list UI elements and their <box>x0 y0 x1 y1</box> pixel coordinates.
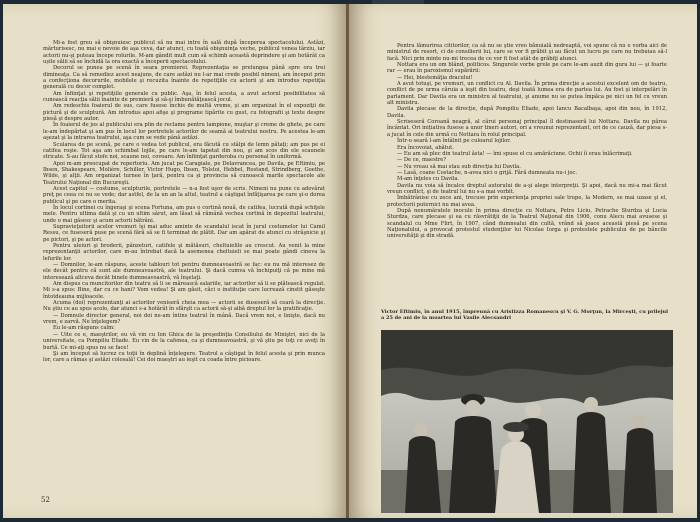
paragraph: — Domnule director general, noi doi ne-am întins teatrul în mână. Dacă vrem noi, e linişte, dacă nu vrem, e zarvă. Ne înţelegem? <box>43 312 325 326</box>
paragraph: M-am înţeles cu Davila. <box>397 176 460 183</box>
left-page <box>3 4 347 518</box>
paragraph: — Uite ce e, maeştrilor, eu vă vin cu Ion Ghica de la preşedinţia Consiliului de Miniştri, nici de la universitate, ca Pompiliu Eliade. Eu vin de la cafenea, ca şi dumneavoastră, şi vă ştiu pe toţi ce aveţi în burtă. Ce mi-aţi spus nu se face! <box>43 331 325 351</box>
left-page-text <box>3 4 347 518</box>
paragraph: Acest capitol — costume, sculpturile, portretele — n-a fost uşor de scris. Nimeni nu pune cu adevărat preţ pe ceea ce nu se vede; dar astfel, de la un an la altul, teatrul a câştigat înfăţişarea pe care şi-o dorea publicul şi pe care o merita. <box>43 185 325 205</box>
photo-illustration <box>381 330 673 513</box>
group-photograph <box>381 330 673 513</box>
page-number: 52 <box>41 496 50 504</box>
paragraph: — De ce, maestre? <box>397 157 447 164</box>
paragraph: Decorul se punea pe scenă în seara premierei. Reprezentaţia se prelungea până spre ora trei dimineaţa. Ca să remediez acest neajuns, de care astăzi nu l-ar mai crede posibil nimeni, am început prin a confecţiona decorurile, mobilele şi recuzita înainte de repetiţiile cu actorii şi am introdus repetiţia generală cu decor complet. <box>43 65 325 91</box>
photo-caption: Victor Eftimiu, în anul 1915, împreună cu Aristizza Romanescu şi V. G. Morţun, la Mircești, cu prilejul a 25 de ani de la moartea lui Vasile Alecsandri <box>381 309 669 322</box>
paragraph: — Hei, blestemăţia dracului! <box>397 74 473 81</box>
paragraph: A avut totuşi, pe vremuri, un conflict cu Al. Davila. În prima direcţie a acestui excelent om de teatru, conflict de pe urma căruia a ieşit din teatru, deşi toată lumea era de partea lui. Au fost şi interpelări în parlament. Dar Davila era un ministru al teatrului, şi anume nu se putea împăca pe nici un fel cu vreun alt ministru. <box>387 81 667 107</box>
paragraph: Pentru lămurirea cititorilor, ca să nu se ştie vreo bănuială nedreaptă, voi spune că nu e vorba aici de ministrul de resort, ci de consilierii lui, care se vor fi grăbit şi au făcut un lucru pe care nu trebuiau să-l facă. Nici prin minte nu-mi trecea de ce vor fi fost atât de grăbiţi atunci. <box>387 43 667 62</box>
paragraph: În locul cortinei cu îngeraşi şi scena Fortuna, am pus o cortină nouă, de catifea, lucrată după schiţele mele. Pentru ultima dată şi cu un ultim sărut, am lăsat să rămână vechea cortină în depozitul teatrului, unde o mai găsesc şi acum actorii bătrâni. <box>43 204 325 224</box>
paragraph: — Nu vreau să mai stau sub direcţia lui Davila. <box>397 163 521 170</box>
paragraph: Supravieţuitorii acelor vremuri îşi mai aduc aminte de scandalul iscat în jurul costumelor lui Camil Ressu, ce fuseseră puse pe scenă fără să se fi terminat de plătit. Dar am apărat de atunci cu străşnicie şi pe pictori, şi pe actori. <box>43 223 325 243</box>
paragraph: Davila nu voia să încalce dreptul autorului de a-şi alege interpreţii. Şi apoi, dacă nu mi-a mai făcut vreun conflict, şi de teatrul lui nu s-a mai vorbit. <box>387 182 667 195</box>
paragraph: — Lasă, coane Costache, n-avea nici o grijă. Fără dumneata nu-i joc. <box>397 169 578 176</box>
paragraph: După nenumăratele inocule în prima direcţie cu Nottara, Petre Liciu, Petrache Sturdza şi Lucia Sturdza, care plecase şi ea cu răsvrătiţii de la Teatrul Naţional din 1906, conu Alecu mai avusese şi scandalul cu Mme Flirt, în 1907, când dumnealui din cultă, vrând să joace această piesă pe scena Naţionalului, a provocat protestul studenţilor lui Nicolae Iorga şi protestele publicului de pe băncile universităţii şi din stradă. <box>387 207 667 240</box>
paragraph: Nottara era un om blând, politicos. Singurele vorbe grele pe care le-am auzit din gura lui — şi foarte rar — erau în paroxismul supărării: <box>387 62 667 75</box>
paragraph: Eu le-am răspuns calm: <box>53 325 115 332</box>
paragraph: Scularea de pe scenă, pe care o vedea tot publicul, era făcută cu stâlpi de lemn pătaţi; am pus pe ei catifea roşie. Tot aşa am schimbat lojile, pe care le-am tapetat din nou, şi am scos din ele scaunele stricate. S-au făcut stofe noi, scaune noi, covoare. Am înfiinţat garderoba cu personal în uniformă. <box>43 141 325 161</box>
paragraph: Apoi m-am preocupat de repertoriu. Am jucat pe Caragiale, pe Delavrancea, pe Davila, pe Eftimiu, pe Ibsen, Shakespeare, Molière, Schiller, Victor Hugo, Ibsen, Tolstoi, Hebbel, Rostand, Strindberg, Goethe, Wilde, şi alţii. Am organizat turnee în ţară, pentru ca şi provincia să cunoască marile spectacole ale Teatrului Naţional din Bucureşti. <box>43 160 325 186</box>
paragraph: În foaierul de jos al publicului era plin de reclame pentru lampione, muştar şi creme de ghete, pe care le-am îndepărtat şi am pus în locul lor portretele actorilor de seamă ai teatrului nostru. Pe acestea le-am aşezat şi la intrarea teatrului, aşa cum se vede până astăzi. <box>43 122 325 142</box>
paragraph: Davila plecase de la direcţie, după Pompiliu Eliade, apoi Iancu Bacalbaşa, apoi din nou, în 1912, Davila. <box>387 106 667 119</box>
paragraph: — Eu am să plec din teatrul ăsta! — îmi spuse el cu amărăciune. Ochii îi erau înlăcrimaţi. <box>397 150 633 157</box>
paragraph: Am înfiinţat şi repetiţiile generale cu public. Aşa, în felul acesta, a avut actorul posibilitatea să cunoască reacţia sălii înainte de premieră şi să-şi îmbunătăţească jocul. <box>43 90 325 104</box>
right-page-text <box>349 4 697 296</box>
paragraph: Era încovoiat, abătut. <box>397 144 454 151</box>
paragraph: — Domnilor, le-am răspuns, aceste tablouri tot pentru dumneavoastră se fac: eu nu mă interesez de ele decât pentru că sunt ale dumneavoastră, ale teatrului. Şi dacă cumva vă închipuiţi că pe mine mă interesează altceva decât binele dumneavoastră, vă înşelaţi. <box>43 262 325 281</box>
paragraph: Şi am început să lucrez cu toţii în deplină înţelegere. Teatrul a câştigat în felul acesta şi prin munca lor, care a rămas şi astăzi colosală! Cei doi maeştri au ieşit cu coada între picioare. <box>43 350 325 364</box>
paragraph: Am dispus ca muncitorilor din teatru să li se mărească salariile, iar actorilor să li se plătească regulat. Mi s-a spus: Bine, dar cu ce bani? Vom vedea! Şi am găsit, căci o instituţie care lucrează cinstit găseşte întotdeauna mijloacele. <box>43 281 325 300</box>
paragraph: Scriseseră Coroană neagră, al cărui personaj principal îl destinaseră lui Nottara. Davila nu părea încântat. Ori inițiativa fusese a unor tineri autori, ori a vreunui reprezentant, ori de ce cauză, dar piesa s-a jucat în cele din urmă cu Nottara în rolul principal. <box>387 119 667 138</box>
paragraph: Într-o seară l-am întâlnit pe culoarul lojilor. <box>397 138 511 145</box>
right-page <box>349 4 697 518</box>
paragraph: Îmbătrânise cu zece ani, trecuse prin experienţa propriei sale trupe, la Modern, se mai uzase şi el, protectorii puternici nu mai avea. <box>387 195 667 208</box>
paragraph: Am redeschis foaierul de sus, care fusese închis de multă vreme, şi am organizat în el expoziţii de pictură şi de sculptură. Am introdus apoi afişe şi programe tipărite cu gust, cu fotografii şi texte despre piesă şi despre autor. <box>43 103 325 123</box>
paragraph: Acuma (doi) reprezentanţi ai actorilor veniseră cheia mea — actorii se duseseră să ceară la direcţie. Nu ştiu ce au spus acolo, dar atunci s-a hotărât în sfârşit ca actorii să-şi aibă dreptul lor la gratificaţie. <box>43 300 325 313</box>
paragraph: Pentru uleiuri şi broderii, pânzeturi, catifele şi mătăsuri, cheltuielile au crescut. Au venit la mine reprezentanţii actorilor, care m-au întrebat dacă la asemenea cheltuieli se mai poate gândi cineva la lefurile lor. <box>43 243 325 262</box>
paragraph: Mi-a fost greu să obişnuiesc publicul să nu mai intre în sală după începerea spectacolului. Astăzi, mărturisesc, nu mai e nevoie de aşa ceva, dar atunci, cu toată obişnuinţa veche, publicul venea târziu, iar actorii nu-şi puteau începe rolurile. M-am gândit mult cum să schimb această deprindere şi am hotărât ca ușile sălii să se închidă la ora exactă a începerii spectacolului. <box>43 40 325 66</box>
